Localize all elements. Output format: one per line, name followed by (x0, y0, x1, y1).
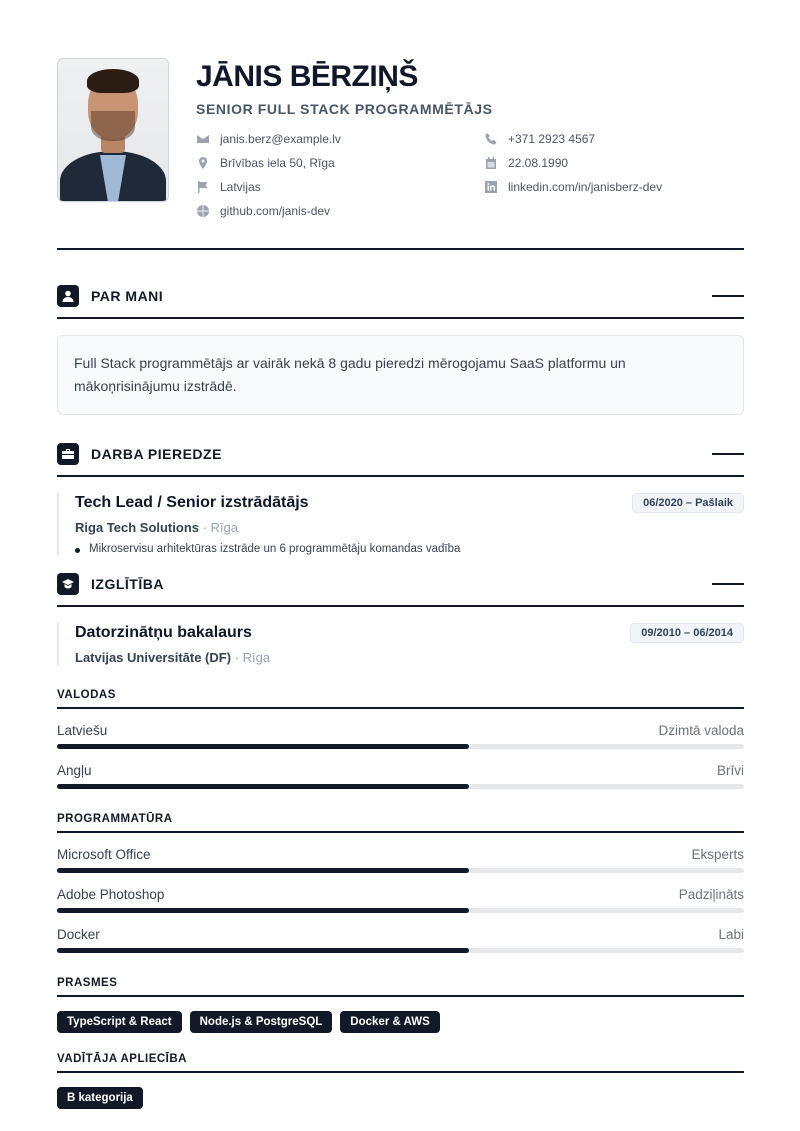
phone-icon (484, 132, 498, 146)
job-bullets (75, 543, 744, 555)
education-entry (57, 623, 744, 665)
briefcase-icon (57, 443, 79, 465)
license-section (57, 1053, 744, 1109)
software-name: Microsoft Office (57, 847, 151, 862)
company-name (75, 520, 744, 535)
software-level: Labi (718, 927, 744, 942)
section-education-header (57, 571, 744, 607)
software-name: Adobe Photoshop (57, 887, 165, 902)
software-level: Eksperts (691, 847, 744, 862)
license-chip: B kategorija (57, 1087, 143, 1109)
level-bar (57, 744, 744, 749)
license-chips (57, 1087, 744, 1109)
person-name: JĀNIS BĒRZIŅŠ (196, 60, 418, 93)
contact-email[interactable] (196, 131, 484, 147)
software-section (57, 813, 744, 953)
school-name-text: Latvijas Universitāte (DF) (75, 650, 232, 665)
level-bar-fill (57, 948, 469, 953)
school-location: · Rīga (231, 650, 271, 665)
degree-title: Datorzinātņu bakalaurs (75, 624, 252, 641)
level-bar (57, 948, 744, 953)
software-item (57, 887, 744, 913)
section-about-header (57, 283, 744, 319)
software-name: Docker (57, 927, 100, 942)
date-badge: 09/2010 – 06/2014 (630, 623, 744, 643)
section-experience-title: DARBA PIEREDZE (91, 446, 222, 462)
section-about-title: PAR MANI (91, 288, 164, 304)
mail-icon (196, 132, 210, 146)
section-experience-header (57, 441, 744, 477)
level-bar-fill (57, 868, 469, 873)
software-title: PROGRAMMATŪRA (57, 813, 744, 833)
license-title: VADĪTĀJA APLIECĪBA (57, 1053, 744, 1073)
contact-linkedin-text: linkedin.com/in/janisberz-dev (508, 180, 663, 194)
contact-list (196, 131, 744, 219)
header-info (196, 58, 744, 228)
software-level: Padziļināts (678, 887, 744, 902)
job-title: Tech Lead / Senior izstrādātājs (75, 494, 309, 511)
contact-email-text: janis.berz@example.lv (220, 132, 341, 146)
skills-chips (57, 1011, 744, 1033)
resume-page (57, 58, 744, 1109)
company-name-text: Riga Tech Solutions (75, 520, 199, 535)
list-item: Mikroservisu arhitektūras izstrāde un 6 programmētāju komandas vadība (75, 543, 744, 555)
experience-entry (57, 493, 744, 555)
graduation-cap-icon (57, 573, 79, 595)
level-bar (57, 868, 744, 873)
language-item (57, 723, 744, 749)
languages-title: VALODAS (57, 689, 744, 709)
contact-phone[interactable] (484, 131, 744, 147)
level-bar-fill (57, 784, 469, 789)
section-dash (712, 453, 744, 455)
resume-header (57, 58, 744, 228)
linkedin-icon (484, 180, 498, 194)
language-item (57, 763, 744, 789)
skills-section (57, 977, 744, 1033)
language-level: Dzimtā valoda (658, 723, 744, 738)
software-item (57, 847, 744, 873)
contact-nationality (196, 179, 484, 195)
languages-section (57, 689, 744, 789)
calendar-icon (484, 156, 498, 170)
contact-phone-text: +371 2923 4567 (508, 132, 596, 146)
contact-nationality-text: Latvijas (220, 180, 261, 194)
section-dash (712, 295, 744, 297)
flag-icon (196, 180, 210, 194)
person-role: SENIOR FULL STACK PROGRAMMĒTĀJS (196, 101, 493, 117)
software-item (57, 927, 744, 953)
section-education-title: IZGLĪTĪBA (91, 576, 164, 592)
contact-birthdate-text: 22.08.1990 (508, 156, 569, 170)
about-text: Full Stack programmētājs ar vairāk nekā 8 gadu pieredzi mērogojamu SaaS platformu un mākoņrisinājumu izstrādē. (57, 335, 744, 415)
company-location: · Rīga (199, 520, 239, 535)
skill-chip: Node.js & PostgreSQL (190, 1011, 333, 1033)
level-bar (57, 784, 744, 789)
contact-github-text: github.com/janis-dev (220, 204, 331, 218)
level-bar-fill (57, 908, 469, 913)
language-level: Brīvi (717, 763, 744, 778)
language-name: Angļu (57, 763, 92, 778)
contact-birthdate (484, 155, 744, 171)
skill-chip: Docker & AWS (340, 1011, 439, 1033)
language-name: Latviešu (57, 723, 108, 738)
contact-address (196, 155, 484, 171)
contact-github[interactable] (196, 203, 484, 219)
school-name (75, 650, 744, 665)
section-dash (712, 583, 744, 585)
contact-linkedin[interactable] (484, 179, 744, 195)
user-icon (57, 285, 79, 307)
level-bar (57, 908, 744, 913)
location-icon (196, 156, 210, 170)
globe-icon (196, 204, 210, 218)
skills-title: PRASMES (57, 977, 744, 997)
level-bar-fill (57, 744, 469, 749)
date-badge: 06/2020 – Pašlaik (632, 493, 744, 513)
profile-photo (57, 58, 169, 202)
contact-address-text: Brīvības iela 50, Rīga (220, 156, 335, 170)
skill-chip: TypeScript & React (57, 1011, 182, 1033)
header-divider (57, 248, 744, 250)
